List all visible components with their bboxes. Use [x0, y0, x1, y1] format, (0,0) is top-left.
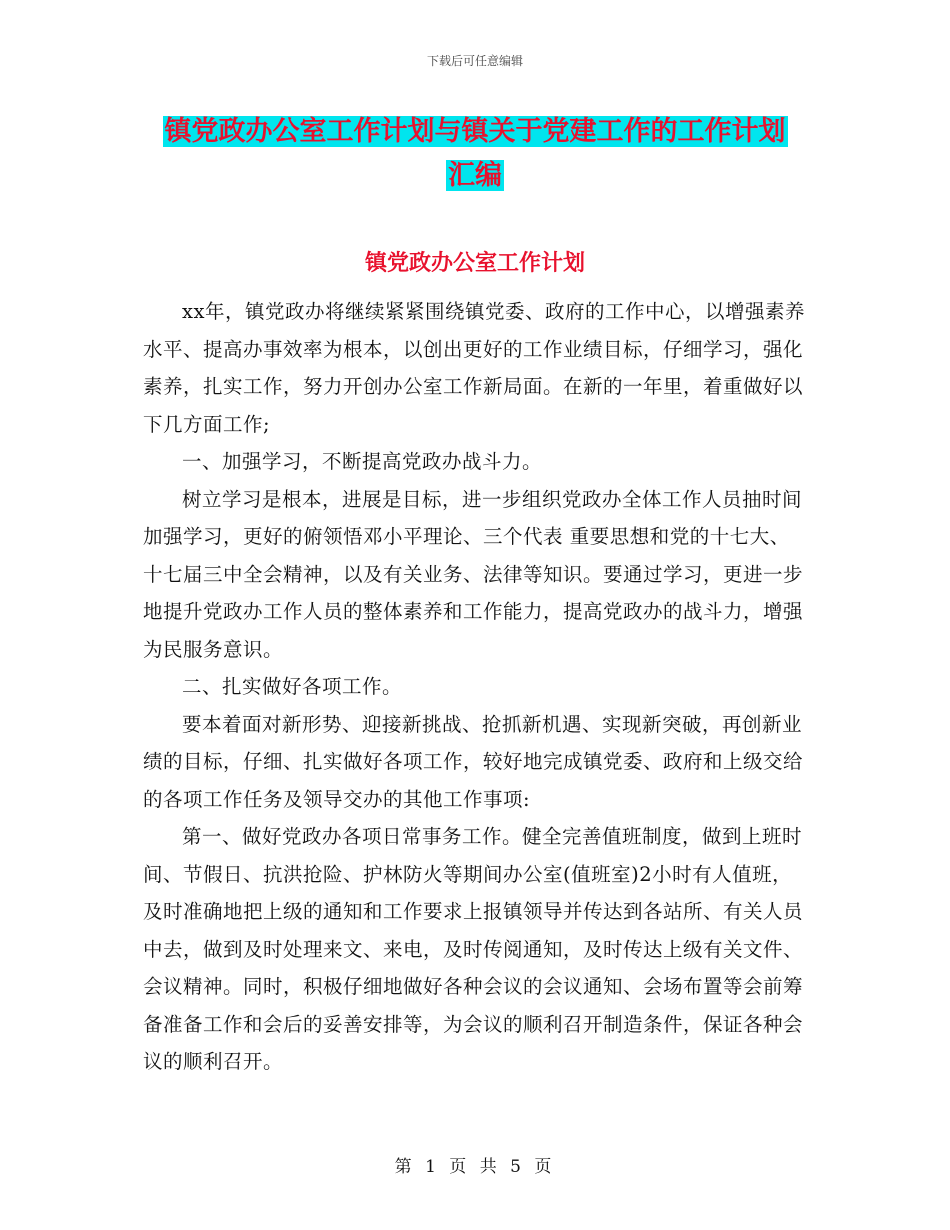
document-title-line1: 镇党政办公室工作计划与镇关于党建工作的工作计划: [164, 116, 786, 147]
paragraph-tasks: 要本着面对新形势、迎接新挑战、抢抓新机遇、实现新突破，再创新业绩的目标，仔细、扎实做好各项工作，较好地完成镇党委、政府和上级交给的各项工作任务及领导交办的其他工作事项:: [143, 712, 804, 811]
paragraph-daily-affairs: 第一、做好党政办各项日常事务工作。健全完善值班制度，做到上班时间、节假日、抗洪抢险、护林防火等期间办公室(值班室)2小时有人值班，及时准确地把上级的通知和工作要求上报镇领导并传达到各站所、有关人员中去，做到及时处理来文、来电，及时传阅通知，及时传达上级有关文件、会议精神。同时，积极仔细地做好各种会议的会议通知、会场布置等会前筹备准备工作和会后的妥善安排等，为会议的顺利召开制造条件，保证各种会议的顺利召开。: [143, 825, 804, 1073]
paragraph-study: 树立学习是根本，进展是目标，进一步组织党政办全体工作人员抽时间加强学习，更好的俯领悟邓小平理论、三个代表 重要思想和党的十七大、十七届三中全会精神，以及有关业务、法律等知识。要通过学习，更进一步地提升党政办工作人员的整体素养和工作能力，提高党政办的战斗力，增强为民服务意识。: [143, 487, 804, 661]
page-header: 下载后可任意编辑: [426, 54, 523, 68]
paragraph-intro: xx年，镇党政办将继续紧紧围绕镇党委、政府的工作中心，以增强素养水平、提高办事效率为根本，以创出更好的工作业绩目标，仔细学习，强化素养，扎实工作，努力开创办公室工作新局面。在新的一年里，着重做好以下几方面工作;: [143, 300, 805, 436]
page-footer: 第 1 页 共 5 页: [394, 1157, 556, 1177]
paragraph-heading-1: 一、加强学习，不断提高党政办战斗力。: [182, 450, 543, 473]
document-body: [143, 293, 807, 1081]
section-title: 镇党政办公室工作计划: [364, 251, 585, 276]
paragraph-heading-2: 二、扎实做好各项工作。: [182, 675, 403, 698]
document-title-line2: 汇编: [448, 160, 502, 191]
document-title: [145, 110, 805, 198]
